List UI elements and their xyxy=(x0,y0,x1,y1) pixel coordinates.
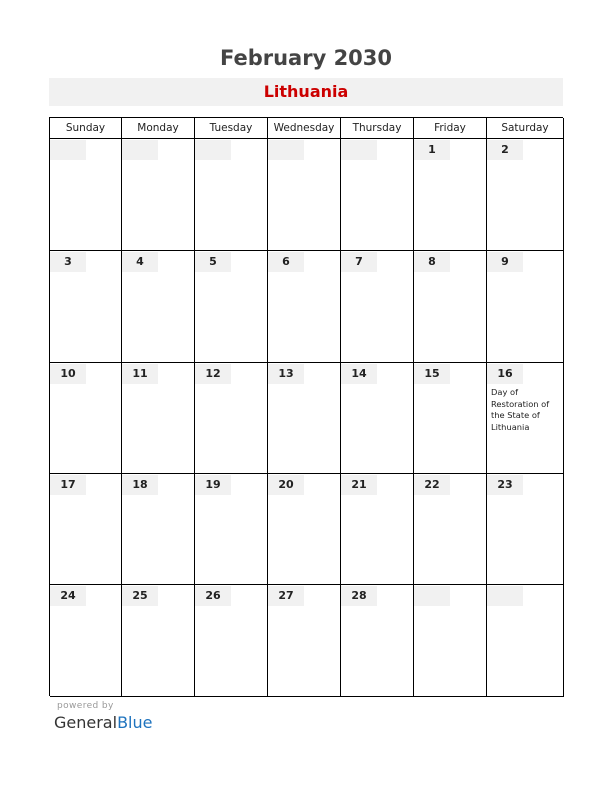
weekday-header-thursday: Thursday xyxy=(341,118,414,139)
day-number: 22 xyxy=(414,475,450,495)
day-number xyxy=(487,586,523,606)
day-cell-15 xyxy=(414,363,487,474)
day-number: 4 xyxy=(122,252,158,272)
day-cell-23 xyxy=(487,474,564,585)
weekday-header-friday: Friday xyxy=(414,118,487,139)
empty-day-cell xyxy=(122,139,195,251)
day-number: 23 xyxy=(487,475,523,495)
day-number: 6 xyxy=(268,252,304,272)
empty-day-cell xyxy=(268,139,341,251)
day-cell-27 xyxy=(268,585,341,697)
day-cell-18 xyxy=(122,474,195,585)
brand-general: General xyxy=(54,713,118,732)
day-number: 10 xyxy=(50,364,86,384)
day-cell-6 xyxy=(268,251,341,363)
day-number xyxy=(341,140,377,160)
day-number: 15 xyxy=(414,364,450,384)
day-cell-1 xyxy=(414,139,487,251)
day-number: 21 xyxy=(341,475,377,495)
empty-day-cell xyxy=(195,139,268,251)
holiday-label: Day of Restoration of the State of Lithuania xyxy=(491,387,550,432)
day-cell-11 xyxy=(122,363,195,474)
empty-day-cell xyxy=(50,139,122,251)
day-number: 25 xyxy=(122,586,158,606)
day-number: 14 xyxy=(341,364,377,384)
weekday-header-saturday: Saturday xyxy=(487,118,564,139)
day-number: 8 xyxy=(414,252,450,272)
day-cell-24 xyxy=(50,585,122,697)
day-number: 12 xyxy=(195,364,231,384)
day-number xyxy=(122,140,158,160)
weekday-header-wednesday: Wednesday xyxy=(268,118,341,139)
day-cell-14 xyxy=(341,363,414,474)
day-cell-17 xyxy=(50,474,122,585)
day-cell-5 xyxy=(195,251,268,363)
day-number: 20 xyxy=(268,475,304,495)
day-cell-19 xyxy=(195,474,268,585)
weekday-header-tuesday: Tuesday xyxy=(195,118,268,139)
day-cell-2 xyxy=(487,139,564,251)
day-cell-20 xyxy=(268,474,341,585)
weekday-header-monday: Monday xyxy=(122,118,195,139)
country-name: Lithuania xyxy=(263,82,349,101)
day-number: 5 xyxy=(195,252,231,272)
day-cell-26 xyxy=(195,585,268,697)
day-number: 3 xyxy=(50,252,86,272)
day-cell-7 xyxy=(341,251,414,363)
day-cell-4 xyxy=(122,251,195,363)
brand-blue: Blue xyxy=(117,713,153,732)
day-number: 19 xyxy=(195,475,231,495)
day-number: 16 xyxy=(487,364,523,384)
day-cell-25 xyxy=(122,585,195,697)
day-cell-3 xyxy=(50,251,122,363)
empty-day-cell xyxy=(341,139,414,251)
day-number: 9 xyxy=(487,252,523,272)
empty-day-cell xyxy=(414,585,487,697)
day-number xyxy=(268,140,304,160)
day-number: 2 xyxy=(487,140,523,160)
day-cell-22 xyxy=(414,474,487,585)
day-cell-13 xyxy=(268,363,341,474)
day-cell-10 xyxy=(50,363,122,474)
day-number: 13 xyxy=(268,364,304,384)
day-number xyxy=(414,586,450,606)
day-number xyxy=(195,140,231,160)
day-cell-8 xyxy=(414,251,487,363)
day-number: 28 xyxy=(341,586,377,606)
day-cell-28 xyxy=(341,585,414,697)
day-cell-21 xyxy=(341,474,414,585)
powered-by-label: powered by xyxy=(57,701,114,711)
page-title: February 2030 xyxy=(219,46,393,70)
day-number: 1 xyxy=(414,140,450,160)
day-cell-9 xyxy=(487,251,564,363)
day-number: 27 xyxy=(268,586,304,606)
day-number: 24 xyxy=(50,586,86,606)
day-cell-16 xyxy=(487,363,564,474)
calendar-grid xyxy=(49,117,563,696)
country-banner xyxy=(49,78,563,106)
generalblue-logo[interactable] xyxy=(54,713,152,732)
day-number: 7 xyxy=(341,252,377,272)
day-number: 11 xyxy=(122,364,158,384)
day-number: 18 xyxy=(122,475,158,495)
day-number: 26 xyxy=(195,586,231,606)
day-number xyxy=(50,140,86,160)
empty-day-cell xyxy=(487,585,564,697)
day-number: 17 xyxy=(50,475,86,495)
weekday-header-sunday: Sunday xyxy=(50,118,122,139)
day-cell-12 xyxy=(195,363,268,474)
